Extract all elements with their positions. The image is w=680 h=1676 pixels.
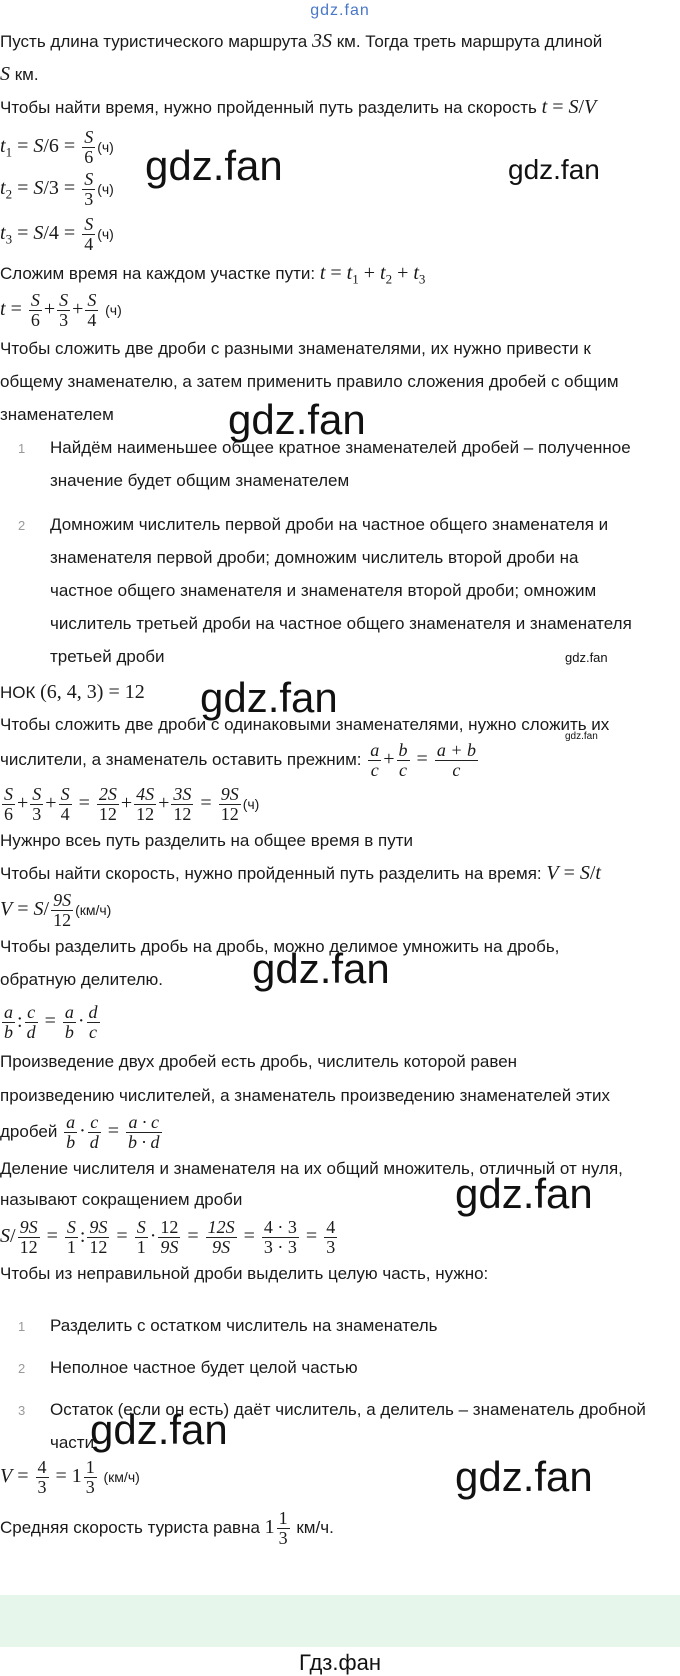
formula-v: V = S/ $\frac{9S}{12}$ (км/ч) [0, 890, 112, 931]
watermark: gdz.fan [200, 674, 338, 721]
list-item-cont: значение будет общим знаменателем [50, 471, 350, 490]
text-line: Чтобы найти время, нужно пройденный путь разделить на скорость t = S/V [0, 96, 597, 118]
list-item-cont: третьей дроби [50, 647, 165, 666]
watermark: gdz.fan [228, 396, 366, 443]
list-item: 2 Неполное частное будет целой частью [18, 1358, 358, 1377]
text-line: произведению числителей, а знаменатель произведению знаменателей этих [0, 1086, 611, 1105]
list-item-cont: числитель третьей дроби на частное общего знаменателя и знаменателя [50, 614, 632, 633]
text-line: Произведение двух дробей есть дробь, числитель которой равен [0, 1052, 518, 1071]
watermark: gdz.fan [565, 731, 598, 742]
text-line: Сложим время на каждом участке пути: $t = t_1 + t_2 + t_3$ [0, 262, 426, 287]
text-line: общему знаменателю, а затем применить правило сложения дробей с общим [0, 372, 619, 391]
text-line: Чтобы сложить две дроби с разными знаменателями, их нужно привести к [0, 339, 591, 358]
formula-t-sum: t = $\frac{S}{6}$ + $\frac{S}{3}$ + $\frac{S}{4}$ (ч) [0, 290, 122, 331]
text-line: Пусть длина туристического маршрута 3S км. Тогда треть маршрута длиной [0, 30, 603, 52]
watermark: gdz.fan [252, 945, 390, 992]
text-line: дробей $\frac{a}{b}$ · $\frac{c}{d}$ = $\frac{a \cdot c}{b \cdot d}$ [0, 1112, 160, 1153]
formula-sum-result: $\frac{S}{6}$ + $\frac{S}{3}$ + $\frac{S}{4}$ = $\frac{2S}{12}$ + $\frac{4S}{12}$ + $\frac{3S}{12}$ = $\frac{9S}{12}$ (ч) [4, 784, 260, 825]
list-item-cont: части [50, 1433, 95, 1452]
formula-div-rule: $\frac{a}{b}$ : $\frac{c}{d}$ = $\frac{a}{b}$ · $\frac{d}{c}$ [4, 1002, 98, 1043]
text-line: Нужнро всеь путь разделить на общее время в пути [0, 831, 414, 850]
watermark: gdz.fan [455, 1453, 593, 1500]
watermark: gdz.fan [145, 142, 283, 189]
list-item-cont: частное общего знаменателя и знаменателя второй дроби; омножим [50, 581, 597, 600]
watermark: gdz.fan [565, 650, 608, 665]
header-watermark: gdz.fan [310, 2, 370, 19]
text-line: S км. [0, 63, 39, 85]
formula-nok: НОК (6, 4, 3) = 12 [0, 681, 145, 703]
text-line: называют сокращением дроби [0, 1190, 243, 1209]
formula-t3: $t_3 = S/4$ = $\frac{S}{4}$ (ч) [0, 214, 114, 255]
list-item: 2 Домножим числитель первой дроби на частное общего знаменателя и [18, 515, 609, 534]
list-item: 1 Разделить с остатком числитель на знаменатель [18, 1316, 438, 1335]
text-line: Чтобы сложить две дроби с одинаковыми знаменателями, нужно сложить их [0, 715, 610, 734]
text-line: Деление числителя и знаменателя на их общий множитель, отличный от нуля, [0, 1159, 623, 1178]
text-line: Чтобы разделить дробь на дробь, можно делимое умножить на дробь, [0, 937, 560, 956]
text-line: числители, а знаменатель оставить прежним: $\frac{a}{c}$ + $\frac{b}{c}$ = $\frac{a + b}{c}$ [0, 740, 476, 781]
answer-box [0, 1595, 680, 1647]
formula-t2: $t_2 = S/3$ = $\frac{S}{3}$ (ч) [0, 169, 114, 210]
formula-v-result: V = $\frac{4}{3}$ = 1 $\frac{1}{3}$ (км/ч) [0, 1457, 140, 1498]
formula-reduce: S/ $\frac{9S}{12}$ = $\frac{S}{1}$ : $\frac{9S}{12}$ = $\frac{S}{1}$ · $\frac{12}{9S}$ = $\frac{12S}{9S}$ = $\frac{4 \cdot 3}{3 \cdot 3}$ = $\frac{4}{3}$ [0, 1217, 336, 1258]
text-line: знаменателем [0, 405, 114, 424]
watermark: gdz.fan [455, 1170, 593, 1217]
formula-t1: $t_1 = S/6$ = $\frac{S}{6}$ (ч) [0, 127, 114, 168]
list-item: 1 Найдём наименьшее общее кратное знаменателей дробей – полученное [18, 438, 631, 457]
watermark: gdz.fan [90, 1406, 228, 1453]
footer-watermark: Гдз.фан [299, 1650, 381, 1675]
text-line: Чтобы из неправильной дроби выделить целую часть, нужно: [0, 1264, 489, 1283]
answer-text: Средняя скорость туриста равна 1 $\frac{1}{3}$ км/ч. [0, 1508, 334, 1549]
text-line: Чтобы найти скорость, нужно пройденный путь разделить на время: V = S/t [0, 862, 601, 884]
list-item: 3 Остаток (если он есть) даёт числитель, а делитель – знаменатель дробной [18, 1400, 646, 1419]
text-line: обратную делителю. [0, 970, 163, 989]
list-item-cont: знаменателя первой дроби; домножим числитель второй дроби на [50, 548, 579, 567]
watermark: gdz.fan [508, 154, 600, 185]
